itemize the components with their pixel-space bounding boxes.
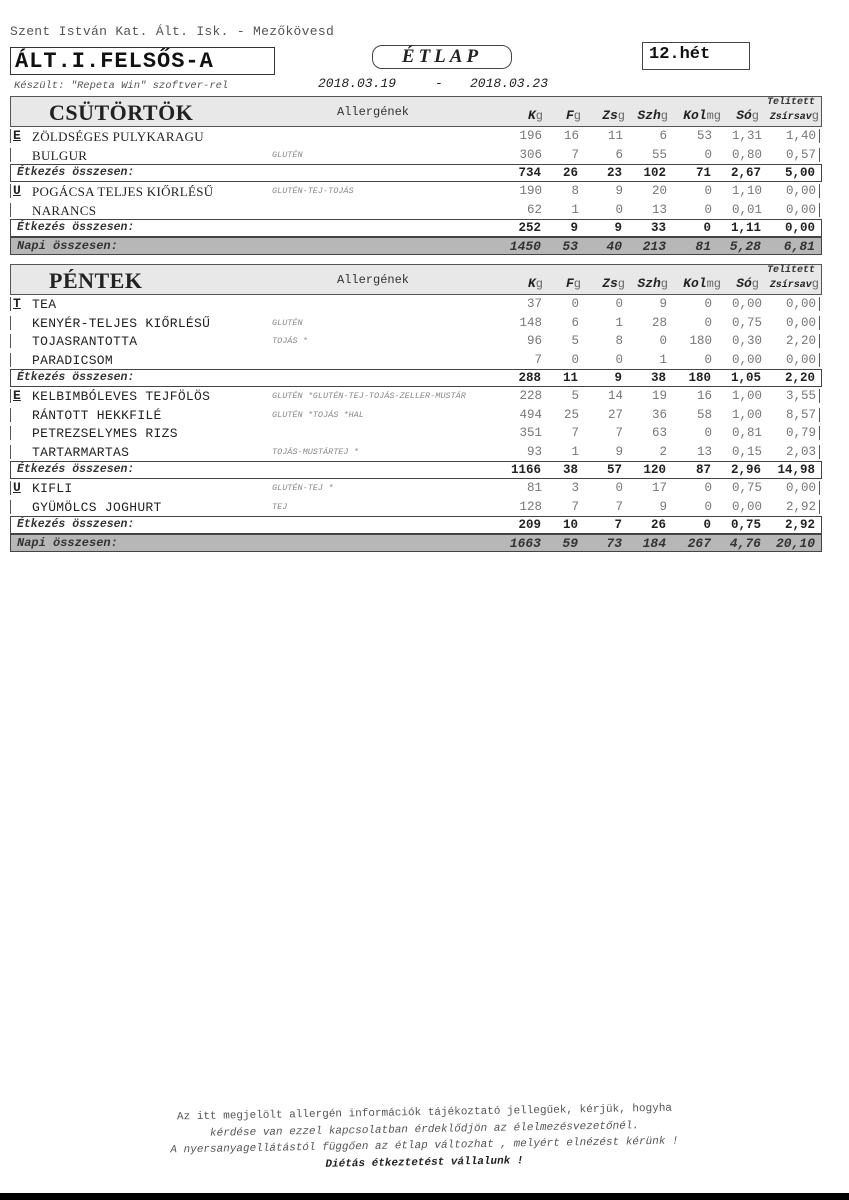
value-cell: 148 [519,315,542,330]
value-cell: 1166 [510,463,541,477]
value-cell: 0 [659,334,667,348]
value-cell: 55 [651,147,667,162]
value-cell: 7 [614,518,622,532]
column-header-so [736,276,759,291]
column-unit: g [573,109,581,123]
dish-name: GYÜMÖLCS JOGHURT [32,499,162,515]
value-cell: 81 [695,239,711,254]
value-cell: 27 [607,407,623,422]
made-with-note: Készült: "Repeta Win" szoftver-rel [14,80,229,92]
column-unit: g [573,277,581,291]
table-row [10,127,822,146]
date-separator: - [435,76,443,91]
value-cell: 4,76 [729,536,761,551]
value-cell: 26 [650,518,666,532]
page-title: ÉTLAP [372,45,512,69]
meal-code: E [13,128,21,143]
value-cell: 87 [695,463,711,477]
value-cell: 0,00 [785,297,816,311]
table-row [10,424,822,443]
value-cell: 1 [571,202,579,217]
table-row [10,332,822,351]
row-end-marker [819,408,820,422]
table-row [10,295,822,314]
value-cell: 0 [571,297,579,311]
value-cell: 228 [519,389,542,403]
value-cell: 2,92 [785,499,816,514]
value-cell: 14 [607,389,623,403]
column-label: K [527,108,536,123]
value-cell: 73 [606,536,622,551]
table-row [10,146,822,165]
value-cell: 3,55 [785,389,816,403]
table-row [10,387,822,406]
value-cell: 0,00 [785,202,816,217]
meal-code: U [13,183,21,198]
value-cell: 9 [570,221,578,235]
value-cell: 1663 [509,536,541,551]
day-name: PÉNTEK [49,268,143,293]
value-cell: 0,01 [731,202,762,217]
row-marker [10,426,11,440]
dish-name: TARTARMARTAS [32,444,130,460]
value-cell: 2,67 [730,166,761,180]
column-label: Zs [602,276,618,291]
table-row [10,314,822,333]
column-label: F [565,108,574,123]
row-end-marker [819,353,820,367]
value-cell: 734 [518,166,541,180]
value-cell: 2 [659,444,667,459]
day-name: CSÜTÖRTÖK [49,100,194,125]
column-header-f [566,276,581,291]
value-cell: 71 [695,166,711,180]
value-cell: 0,00 [785,315,816,330]
value-cell: 0,00 [785,352,816,367]
value-cell: 0 [703,518,711,532]
value-cell: 494 [519,407,542,422]
dish-name: NARANCS [32,202,97,218]
row-marker [10,184,11,198]
column-label: Só [736,108,752,123]
date-to: 2018.03.23 [470,76,549,91]
value-cell: 0 [704,202,712,217]
row-end-marker [819,334,820,348]
value-cell: 0 [703,221,711,235]
value-cell: 0 [704,499,712,514]
value-cell: 0 [704,147,712,162]
value-cell: 63 [651,426,667,440]
value-cell: 190 [519,184,542,198]
value-cell: 0 [615,481,623,495]
value-cell: 252 [518,221,541,235]
column-unit: g [660,277,668,291]
value-cell: 81 [526,481,542,495]
column-unit: mg [706,109,721,123]
table-row [10,201,822,220]
value-cell: 0,00 [784,221,815,235]
value-cell: 0 [704,315,712,330]
value-cell: 37 [526,297,542,311]
value-cell: 38 [562,463,578,477]
value-cell: 57 [606,463,622,477]
allergens-header: Allergének [337,273,410,287]
meal-code: E [13,388,21,403]
value-cell: 0 [615,297,623,311]
value-cell: 40 [606,239,622,254]
value-cell: 5 [571,334,579,348]
value-cell: 0 [704,184,712,198]
value-cell: 9 [614,221,622,235]
column-label: Zsírsav [769,280,812,291]
value-cell: 9 [659,499,667,514]
column-unit: g [535,109,543,123]
column-label: K [527,276,536,291]
column-unit: g [617,277,625,291]
value-cell: 0,00 [731,499,762,514]
dish-name: BULGUR [32,147,88,163]
value-cell: 6,81 [783,239,815,254]
column-unit: g [811,109,819,123]
column-header-k [528,276,543,291]
column-header-kol [683,276,721,291]
column-header-so [736,108,759,123]
value-cell: 20,10 [775,536,815,551]
value-cell: 351 [519,426,542,440]
row-marker [10,148,11,162]
value-cell: 62 [526,202,542,217]
value-cell: 19 [651,389,667,403]
day-section [10,264,822,552]
value-cell: 0 [704,481,712,495]
value-cell: 8,57 [785,407,816,422]
day-total-row [10,534,822,552]
value-cell: 0,79 [785,426,816,440]
value-cell: 7 [534,352,542,367]
column-header-zs [602,108,625,123]
row-end-marker [819,445,820,459]
value-cell: 0,75 [730,518,761,532]
row-marker [10,129,11,143]
value-cell: 0,75 [731,315,762,330]
allergens-header: Allergének [337,105,410,119]
value-cell: 1,00 [731,407,762,422]
meal-code: U [13,480,21,495]
meal-code: T [13,296,21,311]
value-cell: 16 [563,129,579,143]
meal-total-label: Étkezés összesen: [17,518,135,531]
value-cell: 93 [526,444,542,459]
value-cell: 267 [687,536,711,551]
day-total-label: Napi összesen: [17,536,118,550]
meal-total-row [10,369,822,387]
value-cell: 8 [615,334,623,348]
value-cell: 96 [526,334,542,348]
meal-total-row [10,516,822,534]
row-marker [10,334,11,348]
row-marker [10,445,11,459]
footer-line-4: Diétás étkeztetést vállalunk ! [325,1155,524,1171]
column-label: Kol [683,276,707,291]
row-end-marker [819,297,820,311]
column-unit: g [617,109,625,123]
day-header [10,264,822,295]
dish-name: PETREZSELYMES RIZS [32,426,178,441]
dish-allergens: TOJÁS * [272,336,308,346]
value-cell: 0,00 [785,481,816,495]
dish-name: TEA [32,297,57,312]
value-cell: 196 [519,129,542,143]
column-label: F [565,276,574,291]
value-cell: 1,40 [785,129,816,143]
value-cell: 0,30 [731,334,762,348]
class-name: ÁLT.I.FELSŐS-A [10,47,275,75]
value-cell: 288 [518,371,541,385]
value-cell: 1,00 [731,389,762,403]
value-cell: 7 [571,499,579,514]
value-cell: 0,81 [731,426,762,440]
row-marker [10,297,11,311]
value-cell: 11 [562,371,578,385]
value-cell: 2,92 [784,518,815,532]
value-cell: 9 [614,371,622,385]
dish-name: PARADICSOM [32,352,114,368]
value-cell: 213 [642,239,666,254]
meal-total-row [10,461,822,479]
column-header-telitett: Telített [766,265,815,276]
value-cell: 20 [651,184,667,198]
column-header-zsirsav [770,277,819,291]
column-unit: g [811,277,819,291]
value-cell: 36 [651,407,667,422]
table-row [10,443,822,462]
date-from: 2018.03.19 [318,76,397,91]
value-cell: 0,00 [785,184,816,198]
footer-line-3: A nyersanyagellátástól függően az étlap változhat , melyért elnézést kérünk ! [170,1135,679,1157]
column-unit: g [660,109,668,123]
value-cell: 1 [615,315,623,330]
table-row [10,182,822,201]
column-header-telitett: Telített [766,97,815,108]
value-cell: 25 [563,407,579,422]
column-label: Szh [637,108,661,123]
value-cell: 53 [696,129,712,143]
row-marker [10,316,11,330]
value-cell: 14,98 [777,463,815,477]
school-name: Szent István Kat. Ált. Isk. - Mezőkövesd [10,24,335,39]
value-cell: 9 [659,297,667,311]
table-row [10,498,822,517]
row-end-marker [819,316,820,330]
column-header-f [566,108,581,123]
value-cell: 1,05 [730,371,761,385]
row-marker [10,389,11,403]
value-cell: 11 [607,129,623,143]
value-cell: 58 [696,407,712,422]
column-header-szh [637,276,668,291]
day-total-label: Napi összesen: [17,239,118,253]
dish-name: ZÖLDSÉGES PULYKARAGU [32,129,204,144]
row-end-marker [819,426,820,440]
value-cell: 128 [519,499,542,514]
value-cell: 6 [615,147,623,162]
value-cell: 306 [519,147,542,162]
value-cell: 0,57 [785,147,816,162]
row-end-marker [819,148,820,162]
meal-total-label: Étkezés összesen: [17,463,135,476]
dish-allergens: GLUTÉN [272,317,303,328]
row-end-marker [819,481,820,495]
value-cell: 209 [518,518,541,532]
value-cell: 9 [615,444,623,459]
value-cell: 10 [562,518,578,532]
row-end-marker [819,129,820,143]
meal-total-label: Étkezés összesen: [17,371,135,384]
dish-name: RÁNTOTT HEKKFILÉ [32,407,162,423]
value-cell: 102 [643,166,666,180]
value-cell: 13 [696,444,712,459]
scan-edge [0,1193,849,1200]
row-end-marker [819,203,820,217]
row-marker [10,203,11,217]
value-cell: 13 [651,202,667,217]
value-cell: 1,31 [731,129,762,143]
value-cell: 5,00 [784,166,815,180]
dish-allergens: GLUTÉN-TEJ-TOJÁS [272,186,354,196]
column-unit: g [751,109,759,123]
dish-allergens: GLUTÉN [272,149,303,160]
column-label: Zs [602,108,618,123]
footer-line-2: kérdése van ezzel kapcsolatban érdeklődjön az élelmezésvezetőnél. [209,1120,640,1140]
column-header-szh [637,108,668,123]
value-cell: 23 [606,166,622,180]
day-total-row [10,237,822,255]
value-cell: 6 [659,129,667,143]
column-unit: g [751,277,759,291]
value-cell: 184 [642,536,666,551]
value-cell: 7 [571,426,579,440]
value-cell: 5,28 [729,239,761,254]
dish-name: POGÁCSA TELJES KIŐRLÉSŰ [32,184,214,199]
table-row [10,406,822,425]
column-header-k [528,108,543,123]
column-label: Szh [637,276,661,291]
value-cell: 26 [562,166,578,180]
meal-total-row [10,164,822,182]
value-cell: 2,96 [730,463,761,477]
value-cell: 0 [615,352,623,367]
dish-name: TOJASRANTOTTA [32,334,138,349]
day-section [10,96,822,255]
value-cell: 120 [643,463,666,477]
value-cell: 1,10 [731,184,762,198]
value-cell: 1 [571,444,579,459]
dish-name: KENYÉR-TELJES KIŐRLÉSŰ [32,315,211,331]
value-cell: 180 [689,334,712,348]
value-cell: 0 [704,352,712,367]
value-cell: 7 [571,147,579,162]
value-cell: 38 [650,371,666,385]
dish-allergens: TEJ [272,501,288,512]
table-row [10,479,822,498]
value-cell: 5 [571,389,579,403]
meal-total-label: Étkezés összesen: [17,221,135,234]
value-cell: 9 [615,184,623,198]
meal-total-row [10,219,822,237]
column-label: Kol [683,108,707,123]
row-marker [10,408,11,422]
value-cell: 2,20 [785,334,816,348]
value-cell: 0,80 [731,147,762,162]
value-cell: 180 [688,371,711,385]
day-header [10,96,822,127]
week-badge: 12.hét [642,42,750,70]
dish-name: KELBIMBÓLEVES TEJFÖLÖS [32,389,211,404]
value-cell: 0 [704,426,712,440]
value-cell: 0 [704,297,712,311]
value-cell: 0,00 [731,352,762,367]
value-cell: 0 [615,202,623,217]
value-cell: 28 [651,315,667,330]
row-end-marker [819,389,820,403]
value-cell: 0,00 [731,297,762,311]
value-cell: 1450 [509,239,541,254]
value-cell: 0 [571,352,579,367]
value-cell: 2,20 [784,371,815,385]
dish-allergens: GLUTÉN *TOJÁS *HAL [272,409,364,420]
meal-total-label: Étkezés összesen: [17,166,135,179]
row-end-marker [819,184,820,198]
value-cell: 53 [562,239,578,254]
row-end-marker [819,500,820,514]
value-cell: 7 [615,426,623,440]
column-label: Zsírsav [769,112,812,123]
column-label: Só [736,276,752,291]
value-cell: 3 [571,481,579,495]
value-cell: 1,11 [730,221,761,235]
row-marker [10,353,11,367]
column-header-kol [683,108,721,123]
value-cell: 16 [696,389,712,403]
value-cell: 2,03 [785,444,816,459]
column-unit: g [535,277,543,291]
row-marker [10,500,11,514]
dish-name: KIFLI [32,481,73,496]
value-cell: 33 [650,221,666,235]
column-unit: mg [706,277,721,291]
dish-allergens: GLUTÉN-TEJ * [272,483,334,493]
value-cell: 17 [651,481,667,495]
value-cell: 1 [659,352,667,367]
value-cell: 7 [615,499,623,514]
dish-allergens: GLUTÉN *GLUTÉN-TEJ-TOJÁS-ZELLER-MUSTÁR [272,391,466,401]
table-row [10,351,822,370]
value-cell: 6 [571,315,579,330]
column-header-zs [602,276,625,291]
value-cell: 8 [571,184,579,198]
value-cell: 0,75 [731,481,762,495]
column-header-zsirsav [770,109,819,123]
footer-line-1: Az itt megjelölt allergén információk tájékoztató jellegűek, kérjük, hogyha [176,1102,673,1124]
dish-allergens: TOJÁS-MUSTÁRTEJ * [272,446,359,457]
value-cell: 59 [562,536,578,551]
value-cell: 0,15 [731,444,762,459]
row-marker [10,481,11,495]
